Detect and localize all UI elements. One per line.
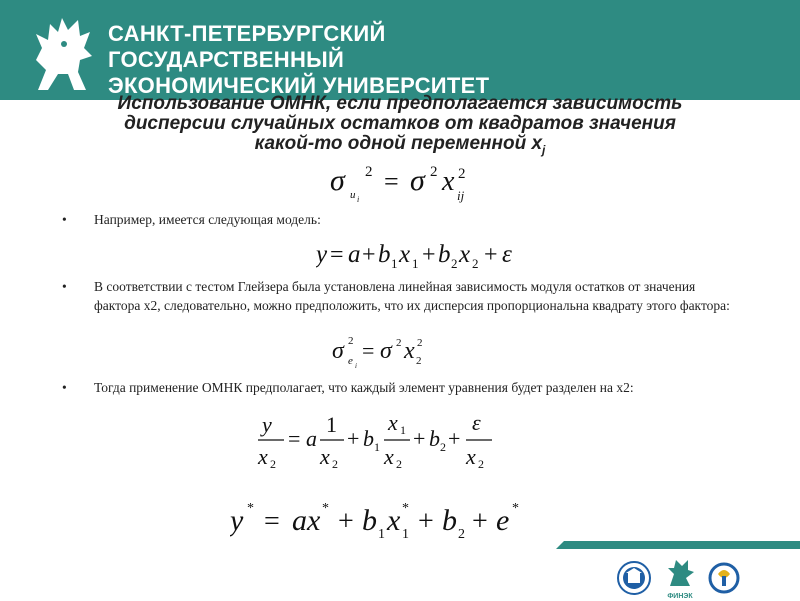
svg-text:1: 1 <box>391 256 398 271</box>
university-name-line-3: ЭКОНОМИЧЕСКИЙ УНИВЕРСИТЕТ <box>108 73 490 98</box>
svg-text:x: x <box>466 444 476 469</box>
svg-text:+: + <box>418 506 434 537</box>
svg-text:σ: σ <box>332 338 344 364</box>
university-emblem-icon <box>616 560 652 596</box>
svg-text:*: * <box>247 501 254 516</box>
svg-text:e: e <box>348 355 353 367</box>
svg-text:=: = <box>330 242 344 268</box>
svg-text:1: 1 <box>402 527 409 542</box>
bullet-text-2: В соответствии с тестом Глейзера была установлена линейная зависимость модуля остатков от значения фактора x2, следовательно, можно предположить, что их дисперсия пропорциональна квадрату этого фактора: <box>94 279 730 313</box>
slide-title-line-3-text: какой-то одной переменной x <box>254 133 543 154</box>
svg-text:x: x <box>320 444 330 469</box>
svg-text:2: 2 <box>440 440 446 454</box>
svg-text:2: 2 <box>348 335 354 347</box>
svg-text:=: = <box>264 506 280 537</box>
svg-text:b: b <box>438 241 451 268</box>
slide-title-line-1: Использование ОМНК, если предполагается зависимость <box>117 93 683 114</box>
svg-text:2: 2 <box>478 457 484 471</box>
finek-logo <box>662 556 698 598</box>
svg-text:1: 1 <box>374 440 380 454</box>
svg-text:2: 2 <box>417 337 423 349</box>
svg-text:+: + <box>413 426 426 451</box>
finek-logo-icon <box>662 556 698 588</box>
formula-variance-assumption <box>330 160 490 206</box>
svg-text:b: b <box>429 426 440 451</box>
svg-text:2: 2 <box>332 457 338 471</box>
finek-label: ФИНЭК <box>667 593 693 600</box>
svg-text:x: x <box>404 338 415 364</box>
svg-text:+: + <box>472 506 488 537</box>
svg-text:2: 2 <box>416 355 422 367</box>
circular-emblem-icon <box>708 560 740 596</box>
svg-text:σ: σ <box>380 338 392 364</box>
formula-proportional-variance <box>332 332 442 372</box>
university-name-line-2: ГОСУДАРСТВЕННЫЙ <box>108 47 345 72</box>
svg-text:*: * <box>512 501 519 516</box>
svg-text:y: y <box>262 412 272 437</box>
svg-text:=: = <box>362 338 375 363</box>
svg-text:ε: ε <box>502 241 512 268</box>
svg-text:y: y <box>230 504 244 537</box>
svg-text:x: x <box>388 410 398 435</box>
slide-title-line-2: дисперсии случайных остатков от квадратов значения <box>124 113 676 134</box>
svg-text:ij: ij <box>457 188 465 203</box>
svg-text:i: i <box>355 362 357 370</box>
bullet-dot: • <box>62 380 67 395</box>
svg-text:+: + <box>448 426 461 451</box>
university-name-line-1: САНКТ-ПЕТЕРБУРГСКИЙ <box>108 21 386 46</box>
svg-text:2: 2 <box>458 166 466 182</box>
svg-text:x: x <box>384 444 394 469</box>
svg-text:=: = <box>384 167 399 196</box>
svg-text:+: + <box>362 242 376 268</box>
header-banner <box>0 0 800 100</box>
svg-text:2: 2 <box>396 457 402 471</box>
svg-text:2: 2 <box>451 256 458 271</box>
svg-text:*: * <box>322 501 329 516</box>
slide-title <box>40 94 760 160</box>
svg-text:1: 1 <box>412 256 419 271</box>
footer-decoration <box>550 538 800 558</box>
svg-text:u: u <box>350 189 356 201</box>
svg-text:b: b <box>362 504 377 537</box>
svg-text:e: e <box>496 504 510 537</box>
svg-text:ax: ax <box>292 504 321 537</box>
svg-text:b: b <box>363 426 374 451</box>
svg-text:2: 2 <box>270 457 276 471</box>
svg-text:2: 2 <box>472 256 479 271</box>
svg-text:ε: ε <box>472 410 481 435</box>
svg-text:1: 1 <box>378 527 385 542</box>
svg-text:2: 2 <box>430 164 438 180</box>
svg-text:1: 1 <box>326 412 337 437</box>
svg-text:2: 2 <box>396 337 402 349</box>
svg-text:b: b <box>442 504 457 537</box>
svg-text:i: i <box>357 195 360 204</box>
svg-text:x: x <box>399 241 411 268</box>
svg-text:y: y <box>316 241 328 268</box>
svg-text:σ: σ <box>330 164 345 197</box>
bullet-dot: • <box>62 279 67 294</box>
svg-text:a: a <box>306 426 317 451</box>
svg-text:+: + <box>347 426 360 451</box>
svg-text:+: + <box>422 242 436 268</box>
svg-text:+: + <box>484 242 498 268</box>
slide-title-line-3 <box>40 134 760 160</box>
svg-text:x: x <box>387 504 401 537</box>
griffin-logo-icon <box>28 10 98 94</box>
svg-text:σ: σ <box>410 164 425 197</box>
svg-text:x: x <box>258 444 268 469</box>
svg-text:2: 2 <box>365 164 373 180</box>
bullet-dot: • <box>62 212 67 227</box>
svg-text:x: x <box>459 241 471 268</box>
svg-text:b: b <box>378 241 391 268</box>
svg-text:+: + <box>338 506 354 537</box>
university-name <box>108 21 489 99</box>
formula-model <box>316 238 536 274</box>
svg-text:*: * <box>402 501 409 516</box>
slide-title-subscript: j <box>542 142 546 157</box>
svg-text:2: 2 <box>458 527 465 542</box>
svg-text:=: = <box>288 426 301 451</box>
bullet-text-3: Тогда применение ОМНК предполагает, что каждый элемент уравнения будет разделен на x2: <box>94 380 634 395</box>
formula-transformed-model <box>256 408 516 472</box>
svg-text:a: a <box>348 241 361 268</box>
formula-starred-model <box>230 500 550 544</box>
svg-text:x: x <box>442 166 455 197</box>
bullet-text-1: Например, имеется следующая модель: <box>94 212 321 227</box>
svg-text:1: 1 <box>400 423 406 437</box>
